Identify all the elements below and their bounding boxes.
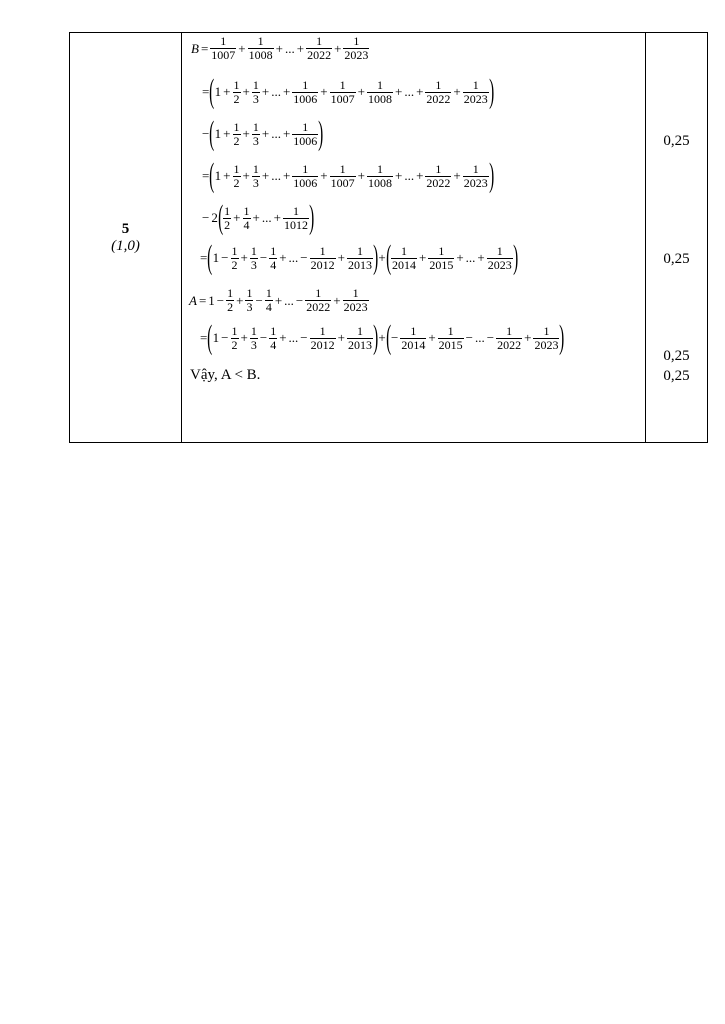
parenthesis: ( [209,73,215,110]
math-symbol: + [416,84,424,99]
parenthesis: ) [488,73,494,110]
fraction-3 [245,287,253,314]
fraction-4 [269,245,277,272]
fraction-2 [226,287,234,314]
fraction-1008 [248,35,274,62]
fraction-denominator: 4 [243,217,250,232]
fraction-2013 [347,245,373,272]
math-symbol: + [320,84,328,99]
fraction-denominator: 1008 [248,48,273,62]
math-symbol: + [428,330,436,345]
fraction-numerator: 1 [252,77,259,92]
math-symbol: ... [271,84,281,99]
fraction-denominator: 4 [270,337,277,352]
parenthesis: ( [209,157,215,194]
fraction-numerator: 1 [376,77,383,92]
math-symbol: ... [404,84,415,99]
fraction-numerator: 1 [302,161,309,176]
fraction-denominator: 2 [233,175,240,190]
fraction-denominator: 2022 [497,337,522,352]
fraction-2023 [343,35,369,62]
math-symbol: − [300,330,308,345]
fraction-denominator: 2022 [426,175,451,190]
question-cell [70,33,182,443]
formula-b-definition [191,35,370,62]
fraction-2012 [310,245,336,272]
fraction-numerator: 1 [356,243,363,258]
math-symbol: + [242,126,250,141]
fraction-numerator: 1 [302,77,309,92]
parenthesis: ( [207,239,213,276]
math-symbol: − [295,292,304,308]
math-symbol: + [273,210,281,225]
parenthesis: ( [385,319,391,356]
fraction-denominator: 2022 [306,300,331,314]
fraction-numerator: 1 [246,286,253,300]
fraction-2023 [463,79,489,106]
math-symbol: − [202,126,210,141]
math-symbol: − [486,330,495,345]
fraction-numerator: 1 [339,77,346,92]
math-symbol: ... [475,330,485,345]
math-symbol: + [334,40,342,56]
math-symbol: + [240,250,248,265]
math-symbol: + [378,250,386,265]
formula-b-step-1 [201,73,494,110]
fraction-2022 [306,35,332,62]
math-symbol: + [418,250,427,265]
fraction-numerator: 1 [435,161,442,176]
fraction-denominator: 3 [252,175,259,190]
fraction-denominator: 3 [252,91,259,106]
fraction-denominator: 3 [246,300,253,314]
parenthesis: ( [385,239,391,276]
fraction-numerator: 1 [265,286,272,300]
fraction-2013 [347,325,373,352]
fraction-denominator: 2 [231,257,238,272]
fraction-numerator: 1 [472,161,479,176]
fraction-1006 [292,121,318,148]
math-symbol: − [202,210,210,225]
fraction-2015 [428,245,454,272]
math-symbol: + [261,84,270,99]
math-symbol: + [238,40,246,56]
fraction-2 [231,325,239,352]
variable-label: B [191,40,199,56]
math-symbol: 1 [212,250,220,265]
score-value: 0,25 [663,348,690,364]
fraction-denominator: 1007 [211,48,236,62]
math-symbol: = [200,250,208,265]
fraction-numerator: 1 [250,323,257,338]
formula-b-step-2 [201,157,494,194]
math-symbol: + [223,84,231,99]
math-symbol: 1 [214,126,222,141]
fraction-numerator: 1 [438,243,445,258]
math-symbol: + [337,330,345,345]
fraction-denominator: 2014 [391,257,416,272]
answer-table [69,32,708,443]
fraction-2012 [310,325,336,352]
fraction-numerator: 1 [472,77,479,92]
math-symbol: + [242,168,250,183]
solution-cell [182,33,646,443]
math-symbol: − [390,330,399,345]
math-symbol: 1 [214,84,222,99]
fraction-2022 [496,325,522,352]
fraction-numerator: 1 [233,77,240,92]
parenthesis: ) [309,199,315,236]
fraction-numerator: 1 [496,243,503,258]
fraction-1008 [367,163,393,190]
fraction-denominator: 1006 [293,175,318,190]
fraction-1006 [292,163,318,190]
score-cell [646,33,708,443]
math-symbol: − [255,292,263,308]
formula-a-step-1 [199,319,565,356]
fraction-denominator: 3 [250,257,257,272]
fraction-numerator: 1 [250,243,257,258]
fraction-denominator: 2015 [438,337,463,352]
math-symbol: = [200,40,209,56]
fraction-numerator: 1 [506,323,513,338]
math-symbol: + [337,250,345,265]
math-symbol: − [465,330,474,345]
fraction-1012 [283,205,309,232]
fraction-2022 [425,79,451,106]
fraction-numerator: 1 [220,34,227,48]
parenthesis: ) [373,319,379,356]
fraction-denominator: 2023 [487,257,512,272]
fraction-1007 [210,35,236,62]
fraction-denominator: 2013 [347,257,372,272]
math-symbol: + [223,168,231,183]
fraction-4 [265,287,273,314]
math-symbol: + [378,330,386,345]
fraction-numerator: 1 [224,203,231,218]
math-symbol: ... [271,126,281,141]
fraction-2015 [438,325,464,352]
fraction-numerator: 1 [233,119,240,134]
conclusion-text: Vậy, A < B. [190,367,261,383]
math-symbol: ... [261,210,272,225]
variable-label: A [189,292,197,308]
math-symbol: ... [288,250,299,265]
math-symbol: + [279,330,287,345]
fraction-2 [233,163,241,190]
math-symbol: + [524,330,532,345]
parenthesis: ( [217,199,224,236]
fraction-denominator: 2023 [534,337,559,352]
math-symbol: + [236,292,244,308]
fraction-denominator: 2015 [429,257,454,272]
math-symbol: + [261,168,270,183]
table-row [70,33,708,443]
math-symbol: − [259,250,268,265]
fraction-denominator: 3 [252,133,259,148]
fraction-denominator: 1007 [330,91,355,106]
fraction-4 [243,205,251,232]
fraction-denominator: 4 [265,300,272,314]
math-symbol: − [259,330,268,345]
fraction-2 [231,245,239,272]
fraction-denominator: 4 [270,257,277,272]
math-symbol: ... [465,250,476,265]
math-symbol: 2 [211,210,218,225]
math-symbol: + [453,84,461,99]
math-symbol: 1 [208,292,215,308]
fraction-3 [252,163,260,190]
parenthesis: ) [488,157,494,194]
fraction-denominator: 2023 [463,91,488,106]
math-symbol: + [282,126,291,141]
score-value: 0,25 [663,368,690,384]
fraction-denominator: 2 [224,217,231,232]
math-symbol: + [261,126,270,141]
fraction-4 [269,325,277,352]
fraction-numerator: 1 [243,203,250,218]
fraction-numerator: 1 [302,119,309,134]
fraction-denominator: 1007 [330,175,355,190]
fraction-numerator: 1 [257,34,264,48]
fraction-denominator: 1006 [293,133,318,148]
fraction-numerator: 1 [319,243,326,258]
fraction-2023 [487,245,513,272]
score-value: 0,25 [663,251,690,267]
fraction-denominator: 2023 [343,300,368,314]
math-symbol: ... [271,168,281,183]
math-symbol: − [221,250,229,265]
fraction-2023 [533,325,559,352]
fraction-numerator: 1 [315,286,322,300]
math-symbol: + [282,168,291,183]
math-symbol: ... [288,330,299,345]
math-symbol: + [223,126,231,141]
math-symbol: 1 [214,168,222,183]
fraction-1008 [367,79,393,106]
fraction-2 [233,79,241,106]
math-symbol: + [333,292,341,308]
math-symbol: = [202,84,210,99]
formula-b-step-1-subtract [201,115,324,152]
fraction-2014 [391,245,417,272]
fraction-1006 [292,79,318,106]
fraction-numerator: 1 [356,323,363,338]
math-symbol: + [357,168,365,183]
math-symbol: = [200,330,208,345]
fraction-2014 [400,325,426,352]
math-symbol: + [357,84,365,99]
fraction-numerator: 1 [270,323,277,338]
fraction-denominator: 2012 [310,337,335,352]
math-symbol: − [216,292,225,308]
parenthesis: ) [559,319,565,356]
fraction-3 [252,121,260,148]
fraction-denominator: 2022 [426,91,451,106]
parenthesis: ) [318,115,324,152]
fraction-numerator: 1 [543,323,550,338]
fraction-denominator: 2023 [463,175,488,190]
math-symbol: − [221,330,229,345]
math-symbol: − [300,250,308,265]
math-symbol: + [296,40,305,56]
math-symbol: + [320,168,328,183]
math-symbol: + [252,210,260,225]
math-symbol: + [274,292,283,308]
fraction-numerator: 1 [270,243,277,258]
fraction-2022 [425,163,451,190]
parenthesis: ) [512,239,518,276]
math-symbol: + [394,84,403,99]
math-symbol: + [453,168,461,183]
math-symbol: + [240,330,248,345]
fraction-denominator: 3 [250,337,257,352]
fraction-2 [223,205,231,232]
parenthesis: ) [373,239,379,276]
math-symbol: = [202,168,210,183]
fraction-numerator: 1 [252,119,259,134]
formula-b-step-2-subtract [201,199,315,236]
fraction-3 [252,79,260,106]
math-symbol: + [279,250,287,265]
math-symbol: + [416,168,424,183]
fraction-numerator: 1 [231,323,238,338]
math-symbol: + [456,250,464,265]
fraction-denominator: 2 [231,337,238,352]
fraction-denominator: 2014 [401,337,426,352]
fraction-3 [250,245,258,272]
fraction-numerator: 1 [376,161,383,176]
fraction-numerator: 1 [227,286,234,300]
fraction-numerator: 1 [435,77,442,92]
fraction-1007 [330,163,356,190]
fraction-numerator: 1 [292,203,299,218]
fraction-denominator: 2013 [347,337,372,352]
fraction-denominator: 2023 [344,48,369,62]
math-symbol: + [275,40,283,56]
math-symbol: + [242,84,250,99]
fraction-numerator: 1 [400,243,407,258]
fraction-numerator: 1 [447,323,454,338]
fraction-numerator: 1 [410,323,417,338]
fraction-numerator: 1 [352,286,359,300]
formula-b-step-3 [199,239,518,276]
fraction-2023 [343,287,369,314]
fraction-denominator: 2 [233,91,240,106]
math-symbol: 1 [212,330,220,345]
fraction-denominator: 1006 [293,91,318,106]
fraction-denominator: 2012 [310,257,335,272]
math-symbol: ... [404,168,415,183]
math-symbol: + [394,168,403,183]
fraction-2022 [305,287,331,314]
fraction-denominator: 1008 [367,91,392,106]
math-symbol: = [198,292,207,308]
score-value: 0,25 [663,133,690,149]
fraction-denominator: 2 [233,133,240,148]
fraction-numerator: 1 [316,34,323,48]
parenthesis: ( [207,319,213,356]
fraction-numerator: 1 [233,161,240,176]
fraction-2 [233,121,241,148]
question-points: (1,0) [111,237,140,254]
question-number: 5 [121,220,130,237]
fraction-denominator: 1012 [283,217,308,232]
fraction-denominator: 2 [227,300,234,314]
parenthesis: ( [209,115,215,152]
fraction-numerator: 1 [353,34,360,48]
fraction-1007 [330,79,356,106]
fraction-numerator: 1 [319,323,326,338]
formula-a-definition [189,287,370,314]
solution-body [182,33,645,442]
fraction-numerator: 1 [231,243,238,258]
math-symbol: ... [284,292,294,308]
fraction-2023 [463,163,489,190]
fraction-numerator: 1 [252,161,259,176]
math-symbol: + [282,84,291,99]
math-symbol: + [477,250,485,265]
math-symbol: + [233,210,241,225]
fraction-numerator: 1 [339,161,346,176]
math-symbol: ... [284,40,295,56]
fraction-denominator: 2022 [307,48,332,62]
fraction-3 [250,325,258,352]
fraction-denominator: 1008 [367,175,392,190]
